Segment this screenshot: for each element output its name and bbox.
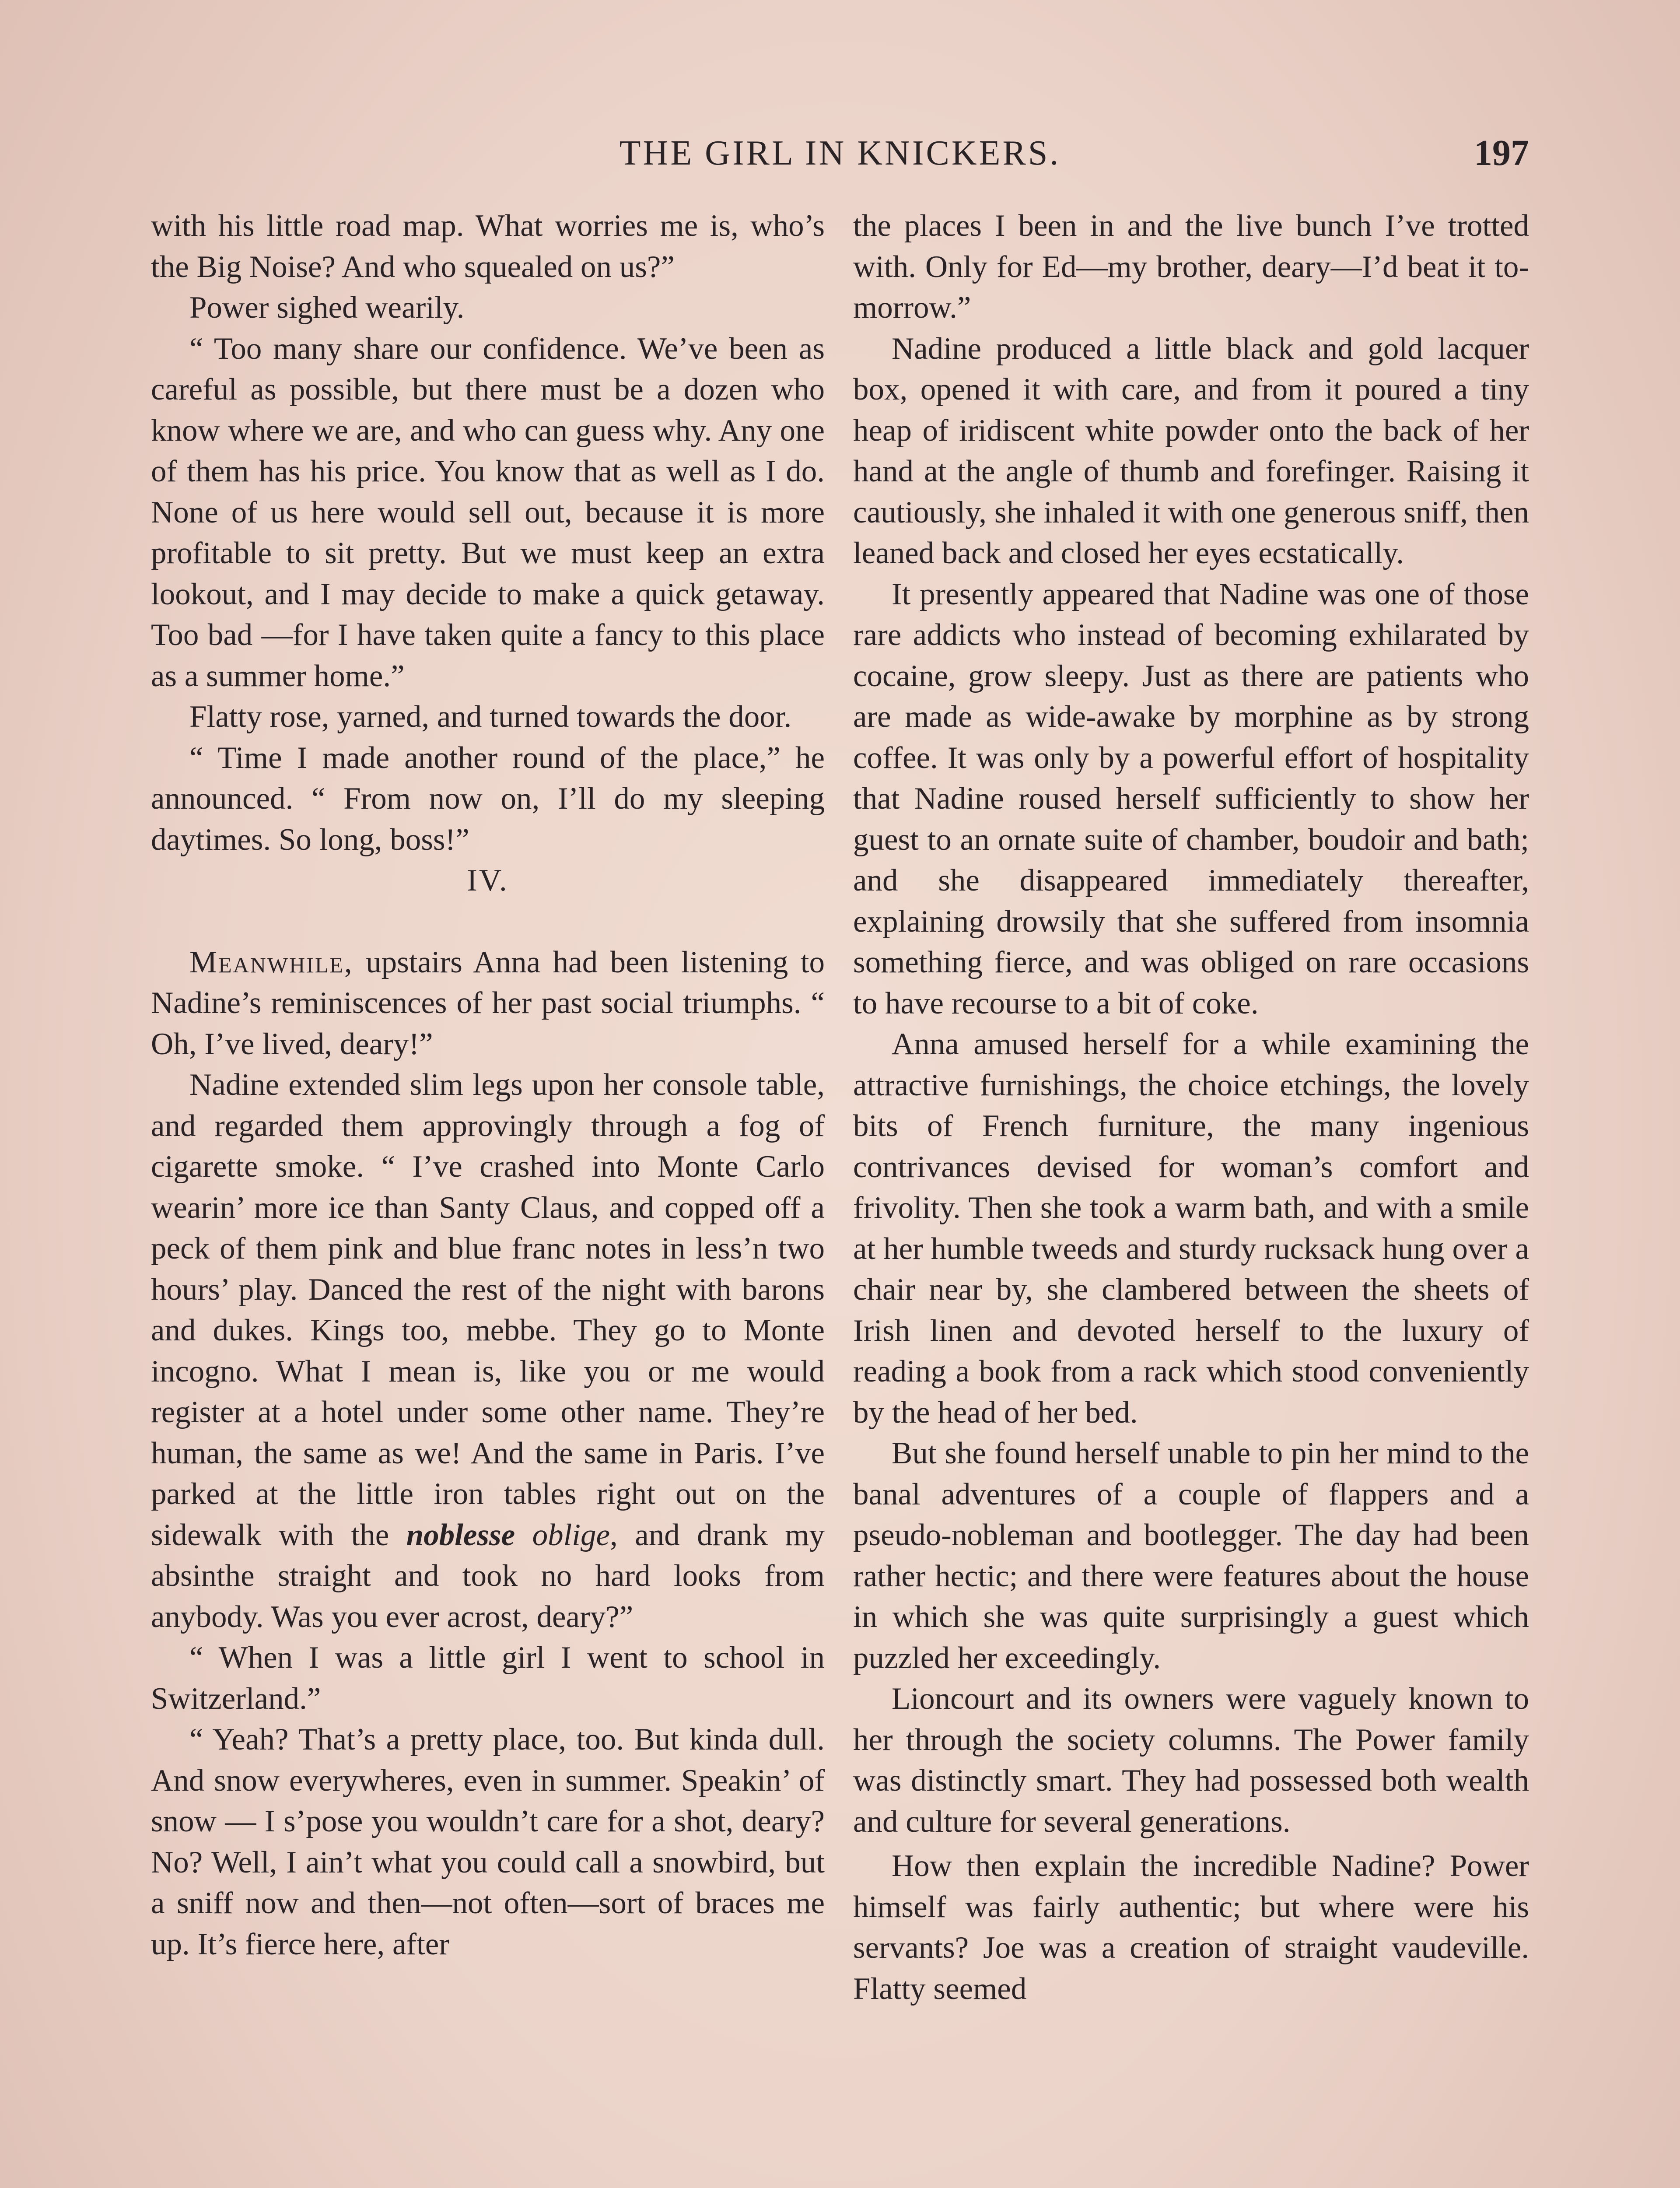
paragraph: Nadine produced a little black and gold lacquer box, opened it with care, and from it poured a tiny heap of iridiscent white powder onto the back of her hand at the angle of thumb and forefinger. Raising it cautiously, she inhaled it with one generous sniff, then leaned back and closed her eyes ecstatically. — [853, 331, 1529, 570]
right-column — [853, 206, 1529, 2009]
paragraph — [151, 1065, 825, 1637]
italic-phrase: oblige — [532, 1518, 610, 1552]
page-number: 197 — [1474, 133, 1529, 173]
paragraph-text: , and drank my absinthe straight and took no hard looks from anybody. Was you ever acrost, deary?” — [151, 1518, 825, 1634]
paragraph: “ When I was a little girl I went to school in Switzerland.” — [151, 1641, 825, 1716]
paragraph: “ Time I made another round of the place,” he announced. “ From now on, I’ll do my sleeping daytimes. So long, boss!” — [151, 740, 825, 857]
smallcaps-lead: Meanwhile, — [189, 945, 354, 979]
paragraph-text: upstairs Anna had been listening to Nadine’s reminiscences of her past social triumphs. “ Oh, I’ve lived, deary!” — [151, 945, 825, 1061]
running-title: THE GIRL IN KNICKERS. — [619, 134, 1061, 172]
paragraph: Power sighed wearily. — [189, 291, 465, 325]
paragraph: with his little road map. What worries me is, who’s the Big Noise? And who squealed on us?” — [151, 209, 825, 284]
paragraph-text: Nadine extended slim legs upon her console table, and regarded them approvingly through a fog of cigarette smoke. “ I’ve crashed into Monte Carlo wearin’ more ice than Santy Claus, and copped off a peck of them pink and blue franc notes in less’n two hours’ play. Danced the rest of the night with barons and dukes. Kings too, mebbe. They go to Monte incogno. What I mean is, like you or me would register at a hotel under some other name. They’re human, the same as we! And the same in Paris. I’ve parked at the little iron tables right out on the sidewalk with the — [151, 1068, 825, 1552]
paragraph: “ Yeah? That’s a pretty place, too. But kinda dull. And snow everywheres, even in summer. Speakin’ of snow — I s’pose you wouldn’t care for a shot, deary? No? Well, I ain’t what you could call a snowbird, but a sniff now and then—not often—sort of braces me up. It’s fierce here, after — [151, 1722, 825, 1961]
paragraph: Anna amused herself for a while examining the attractive furnishings, the choice etchings, the lovely bits of French furniture, the many ingenious contrivances devised for woman’s comfort and frivolity. Then she took a warm bath, and with a smile at her humble tweeds and sturdy rucksack hung over a chair near by, she clambered between the sheets of Irish linen and devoted herself to the luxury of reading a book from a rack which stood conveniently by the head of her bed. — [853, 1027, 1529, 1430]
paragraph: Lioncourt and its owners were vaguely known to her through the society columns. The Power family was distinctly smart. They had possessed both wealth and culture for several generations. — [853, 1682, 1529, 1839]
running-header — [151, 125, 1529, 182]
section-spacer — [151, 901, 825, 942]
paragraph: How then explain the incredible Nadine? Power himself was fairly authentic; but where were his servants? Joe was a creation of straight vaudeville. Flatty seemed — [853, 1849, 1529, 2006]
paragraph: the places I been in and the live bunch I’ve trotted with. Only for Ed—my brother, deary—I’d beat it to-morrow.” — [853, 209, 1529, 325]
paragraph: It presently appeared that Nadine was one of those rare addicts who instead of becoming exhilarated by cocaine, grow sleepy. Just as there are patients who are made as wide-awake by morphine as by strong coffee. It was only by a powerful effort of hospitality that Nadine roused herself sufficiently to show her guest to an ornate suite of chamber, boudoir and bath; and she disappeared immediately thereafter, explaining drowsily that she suffered from insomnia something fierce, and was obliged on rare occasions to have recourse to a bit of coke. — [853, 577, 1529, 1020]
paragraph: But she found herself unable to pin her mind to the banal adventures of a couple of flappers and a pseudo-nobleman and bootlegger. The day had been rather hectic; and there were features about the house in which she was quite surprisingly a guest which puzzled her exceedingly. — [853, 1436, 1529, 1675]
paragraph: Flatty rose, yarned, and turned towards the door. — [189, 700, 792, 734]
section-heading: IV. — [467, 863, 509, 898]
paragraph: “ Too many share our confidence. We’ve been as careful as possible, but there must be a dozen who know where we are, and who can guess why. Any one of them has his price. You know that as well as I do. None of us here would sell out, because it is more profitable to sit pretty. But we must keep an extra lookout, and I may decide to make a quick getaway. Too bad —for I have taken quite a fancy to this place as a summer home.” — [151, 331, 825, 693]
paragraph — [151, 942, 825, 1065]
italic-phrase: noblesse — [406, 1518, 515, 1552]
left-column — [151, 206, 825, 1965]
